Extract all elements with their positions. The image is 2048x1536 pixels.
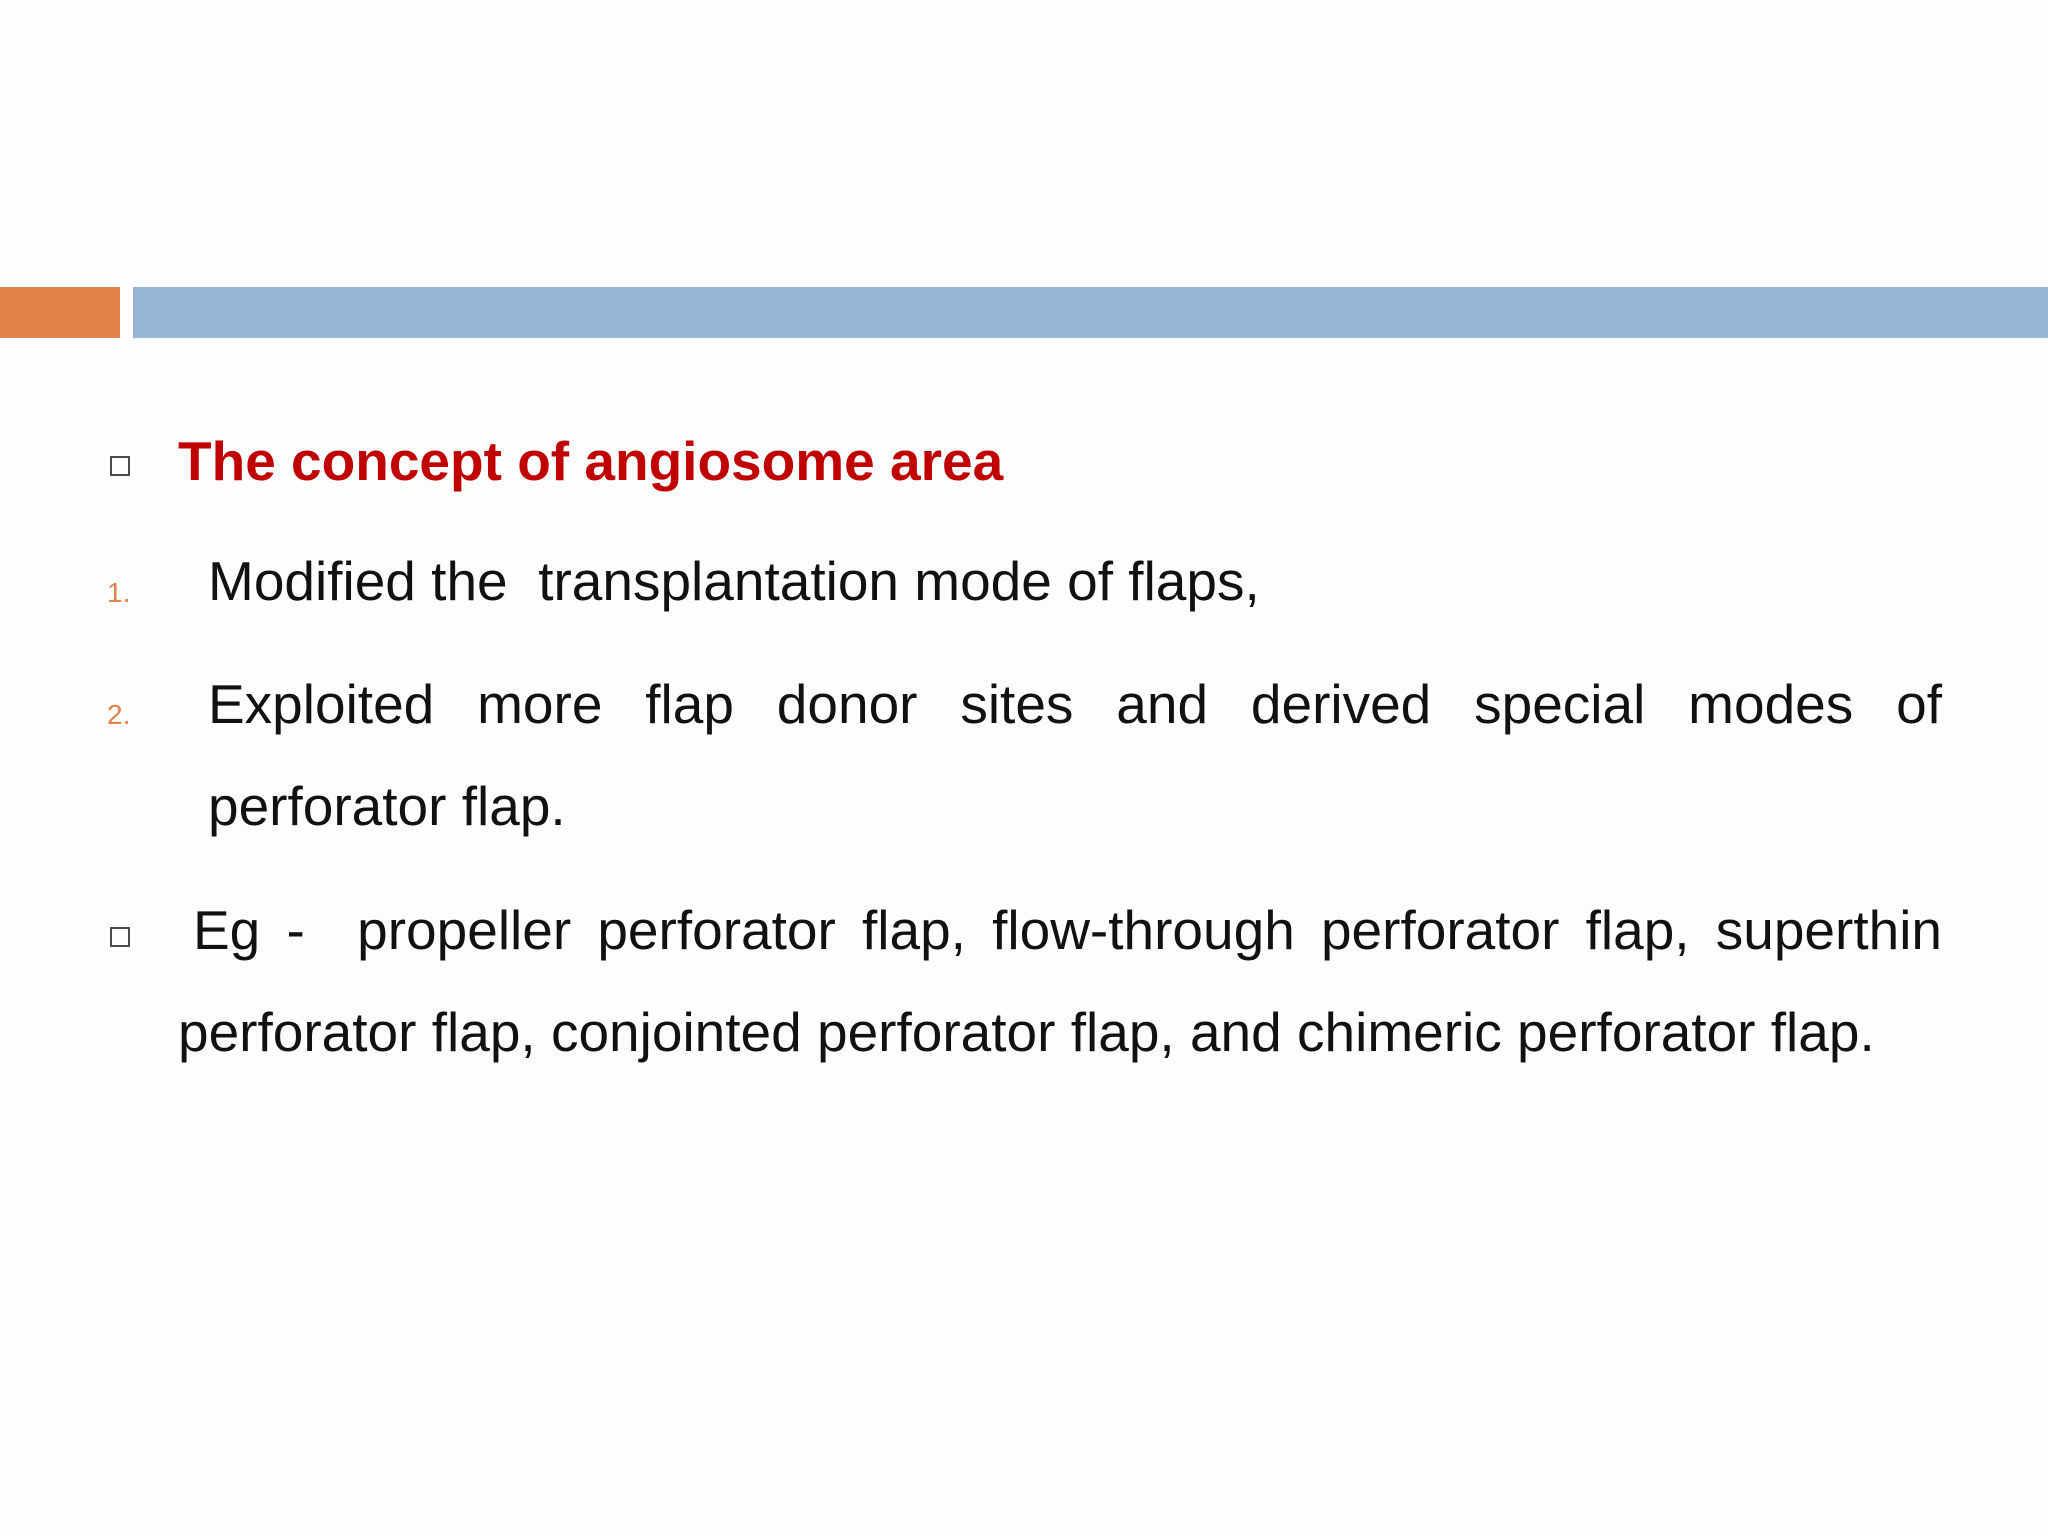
list-number-1: 1. [107,577,131,608]
list-item-2-line-1: Exploited more flap donor sites and derived special modes of [208,673,1942,735]
example-line-2: perforator flap, conjointed perforator flap, and chimeric perforator flap. [178,1001,1875,1063]
square-bullet-icon [110,456,130,476]
list-item-2-line-2: perforator flap. [208,775,566,837]
slide-heading: The concept of angiosome area [178,430,1004,492]
example-line-1: Eg - propeller perforator flap, flow-through perforator flap, superthin [193,899,1942,961]
square-bullet-icon [110,927,130,947]
list-number-2: 2. [107,699,131,730]
header-accent-orange-bar [0,287,120,338]
header-accent-blue-bar [133,287,2048,338]
list-item-1-text: Modified the transplantation mode of flaps, [208,550,1260,612]
